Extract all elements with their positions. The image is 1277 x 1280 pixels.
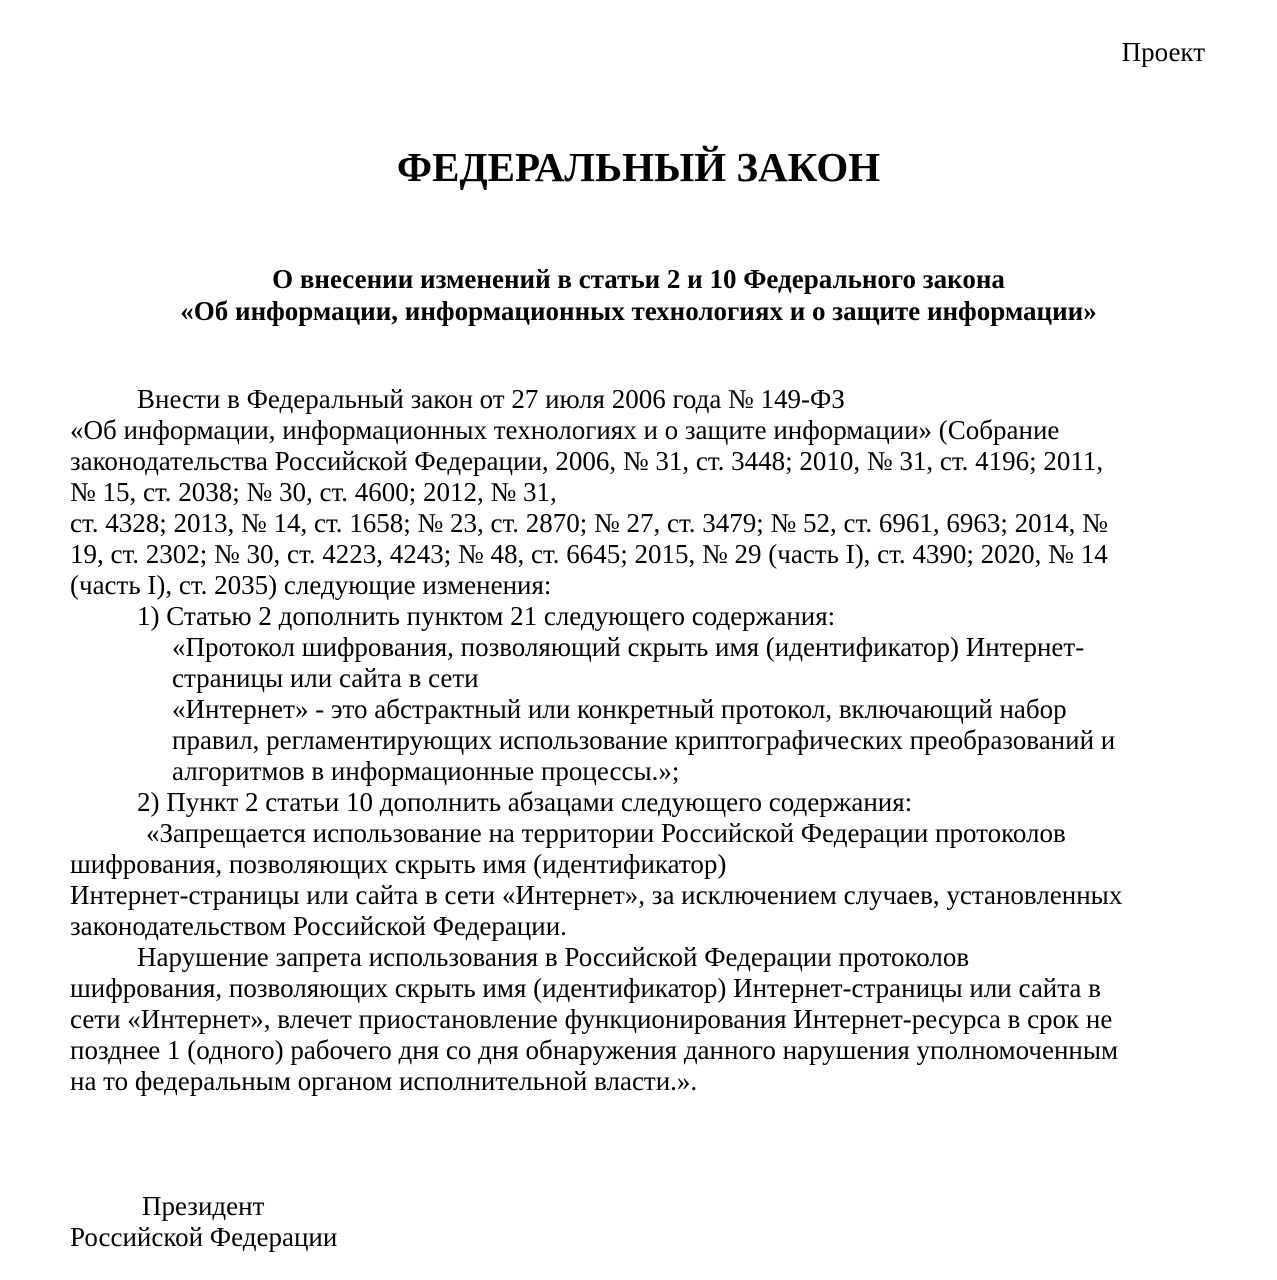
body-line: 1) Статью 2 дополнить пунктом 21 следующего содержания:: [137, 601, 836, 631]
subtitle-line-1: О внесении изменений в статьи 2 и 10 Федерального закона: [272, 264, 1005, 294]
body-line: позднее 1 (одного) рабочего дня со дня обнаружения данного нарушения уполномоченным: [70, 1035, 1119, 1065]
body-line: правил, регламентирующих использование криптографических преобразований и: [172, 725, 1116, 755]
body-line: (часть I), ст. 2035) следующие изменения:: [70, 570, 552, 600]
body-line: страницы или сайта в сети: [172, 663, 479, 693]
body-line: на то федеральным органом исполнительной власти.».: [70, 1066, 698, 1096]
body-line: законодательством Российской Федерации.: [70, 911, 567, 941]
body-line: Внести в Федеральный закон от 27 июля 2006 года № 149-ФЗ: [137, 384, 845, 414]
body-line: шифрования, позволяющих скрыть имя (идентификатор): [70, 849, 727, 879]
subtitle-line-2: «Об информации, информационных технологиях и о защите информации»: [180, 296, 1097, 326]
body-line: Интернет-страницы или сайта в сети «Интернет», за исключением случаев, установленных: [70, 880, 1123, 910]
body-line: законодательства Российской Федерации, 2006, № 31, ст. 3448; 2010, № 31, ст. 4196; 2011,: [70, 446, 1104, 476]
body-line: «Об информации, информационных технологиях и о защите информации» (Собрание: [70, 415, 1060, 445]
document-title: ФЕДЕРАЛЬНЫЙ ЗАКОН: [396, 144, 881, 190]
body-line: «Интернет» - это абстрактный или конкретный протокол, включающий набор: [172, 694, 1067, 724]
body-line: 19, ст. 2302; № 30, ст. 4223, 4243; № 48, ст. 6645; 2015, № 29 (часть I), ст. 4390; 2020, № 14: [70, 539, 1108, 569]
body-line: № 15, ст. 2038; № 30, ст. 4600; 2012, № 31,: [70, 477, 557, 507]
body-line: 2) Пункт 2 статьи 10 дополнить абзацами следующего содержания:: [137, 787, 913, 817]
body-line: «Запрещается использование на территории Российской Федерации протоколов: [146, 818, 1066, 848]
body-line: алгоритмов в информационные процессы.»;: [172, 756, 680, 786]
draft-label: Проект: [1121, 37, 1205, 67]
body-line: Нарушение запрета использования в Российской Федерации протоколов: [137, 942, 970, 972]
body-line: «Протокол шифрования, позволяющий скрыть имя (идентификатор) Интернет-: [172, 632, 1085, 662]
signature-title: Президент: [142, 1191, 265, 1221]
signature-organization: Российской Федерации: [70, 1222, 338, 1252]
body-line: ст. 4328; 2013, № 14, ст. 1658; № 23, ст. 2870; № 27, ст. 3479; № 52, ст. 6961, 6963; 2014, №: [70, 508, 1108, 538]
body-line: сети «Интернет», влечет приостановление функционирования Интернет-ресурса в срок не: [70, 1004, 1113, 1034]
body-line: шифрования, позволяющих скрыть имя (идентификатор) Интернет-страницы или сайта в: [70, 973, 1101, 1003]
